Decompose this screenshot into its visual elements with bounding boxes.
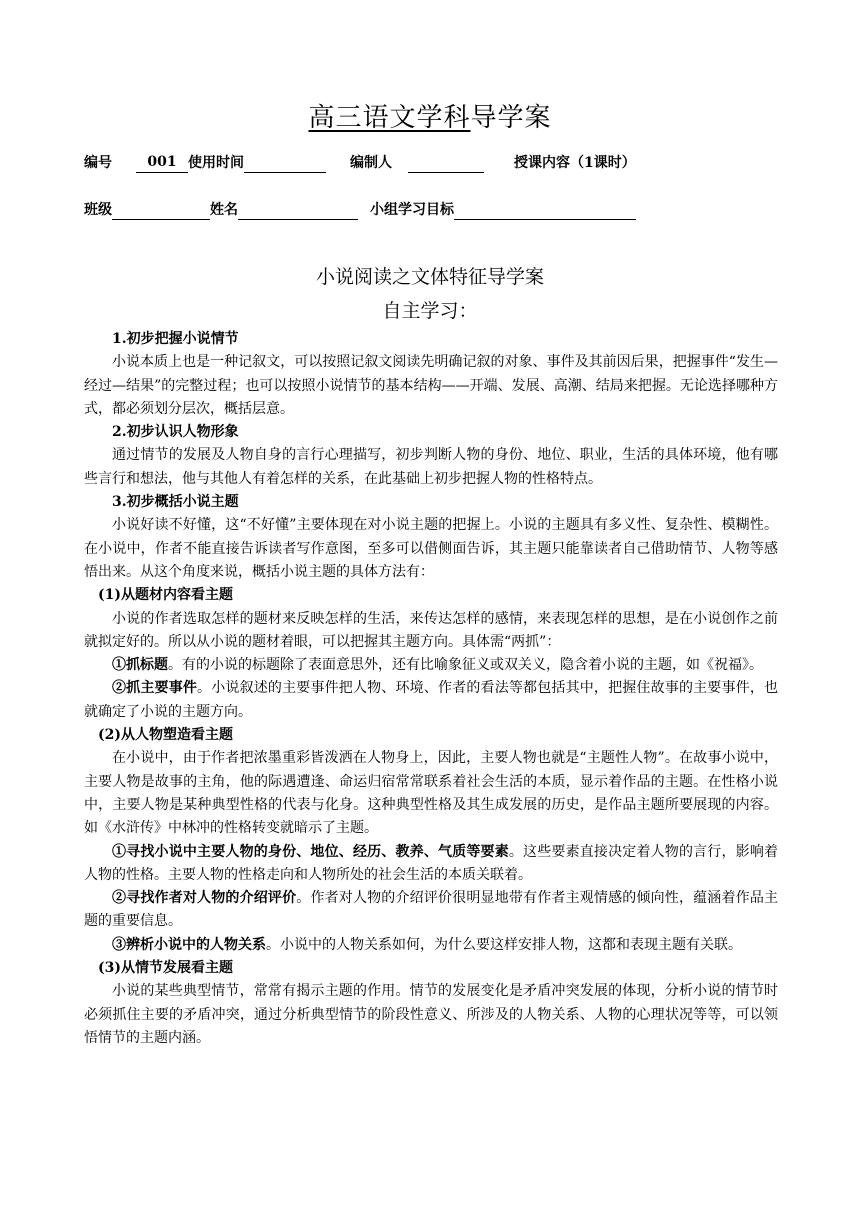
document-title <box>0 100 860 136</box>
header-row-2 <box>84 200 636 220</box>
paragraph-text: 。作者对人物的介绍评价很明显地带有作者主观情感的倾向性，蕴涵着作品主题的重要信息。 <box>84 890 779 930</box>
paragraph-text: 。有的小说的标题除了表面意思外，还有比喻象征义或双关义，隐含着小说的主题，如《祝福》。 <box>168 657 763 674</box>
section-heading: 自主学习： <box>382 300 478 322</box>
heading-2: 2.初步认识人物形象 <box>112 424 239 441</box>
subheading-1: (1)从题材内容看主题 <box>98 587 233 604</box>
subtitle: 小说阅读之文体特征导学案 <box>315 266 544 288</box>
paragraph: 小说的某些典型情节，常常有揭示主题的作用。情节的发展变化是矛盾冲突发展的体现，分析小说的情节时必须抓住主要的矛盾冲突，通过分析典型情节的阶段性意义、所涉及的人物关系、人物的心理状况等等，可以领悟情节的主题内涵。 <box>84 983 778 1046</box>
paragraph <box>84 677 778 724</box>
xingming-label: 姓名 <box>210 202 238 218</box>
subheading-2: (2)从人物塑造看主题 <box>98 727 233 744</box>
bianzhi-label: 编制人 <box>350 155 392 171</box>
paragraph <box>84 887 778 934</box>
xingming-blank <box>238 202 358 220</box>
paragraph-text: 。小说叙述的主要事件把人物、环境、作者的看法等都包括其中，把握住故事的主要事件，也就确定了小说的主题方向。 <box>84 680 779 720</box>
subheading-3: (3)从情节发展看主题 <box>98 960 233 977</box>
key-point: ①抓标题 <box>112 657 168 674</box>
banji-label: 班级 <box>84 202 112 218</box>
paragraph: 通过情节的发展及人物自身的言行心理描写，初步判断人物的身份、地位、职业，生活的具体环境，他有哪些言行和想法，他与其他人有着怎样的关系，在此基础上初步把握人物的性格特点。 <box>84 447 778 487</box>
key-point: ①寻找小说中主要人物的身份、地位、经历、教养、气质等要素 <box>112 843 509 860</box>
paragraph-text: 。这些要素直接决定着人物的言行，影响着人物的性格。主要人物的性格走向和人物所处的社会生活的本质关联着。 <box>84 843 779 883</box>
mubiao-blank <box>454 202 636 220</box>
key-point: ②抓主要事件 <box>112 680 198 697</box>
paragraph: 小说本质上也是一种记叙文，可以按照记叙文阅读先明确记叙的对象、事件及其前因后果，把握事件“发生—经过—结果”的完整过程；也可以按照小说情节的基本结构——开端、发展、高潮、结局来把握。无论选择哪种方式，都必须划分层次，概括层意。 <box>84 354 778 417</box>
paragraph-text: 。小说中的人物关系如何，为什么要这样安排人物，这都和表现主题有关联。 <box>266 936 742 953</box>
paragraph <box>84 654 778 677</box>
heading-3: 3.初步概括小说主题 <box>112 494 239 511</box>
banji-blank <box>112 202 210 220</box>
paragraph <box>84 934 778 957</box>
bianzhi-blank <box>408 155 484 173</box>
header-row-1 <box>84 152 636 173</box>
document-title-rest: 导学案 <box>470 103 552 133</box>
shijian-label: 使用时间 <box>188 155 244 171</box>
document-body <box>84 328 778 1050</box>
neirong-label: 授课内容（1课时） <box>514 155 636 171</box>
key-point: ③辨析小说中的人物关系 <box>112 936 266 953</box>
paragraph <box>84 841 778 888</box>
paragraph: 小说好读不好懂，这“不好懂”主要体现在对小说主题的把握上。小说的主题具有多义性、复杂性、模糊性。在小说中，作者不能直接告诉读者写作意图，至多可以借侧面告诉，其主题只能靠读者自己借助情节、人物等感悟出来。从这个角度来说，概括小说主题的具体方法有： <box>84 517 778 580</box>
key-point: ②寻找作者对人物的介绍评价 <box>112 890 297 907</box>
paragraph: 在小说中，由于作者把浓墨重彩皆泼洒在人物身上，因此，主要人物也就是“主题性人物”。在故事小说中，主要人物是故事的主角，他的际遇遭逢、命运归宿常常联系着社会生活的本质，显示着作品的主题。在性格小说中，主要人物是某种典型性格的代表与化身。这种典型性格及其生成发展的历史，是作品主题所要展现的内容。如《水浒传》中林冲的性格转变就暗示了主题。 <box>84 750 778 837</box>
mubiao-label: 小组学习目标 <box>370 202 454 218</box>
heading-1: 1.初步把握小说情节 <box>112 331 239 347</box>
shijian-blank <box>244 155 326 173</box>
paragraph: 小说的作者选取怎样的题材来反映怎样的生活，来传达怎样的感情，来表现怎样的思想，是在小说创作之前就拟定好的。所以从小说的题材着眼，可以把握其主题方向。具体需“两抓”： <box>84 610 778 650</box>
bianhao-label: 编号 <box>84 155 112 171</box>
bianhao-value: 001 <box>136 152 188 173</box>
document-title-underlined: 高三语文学科 <box>308 103 471 133</box>
